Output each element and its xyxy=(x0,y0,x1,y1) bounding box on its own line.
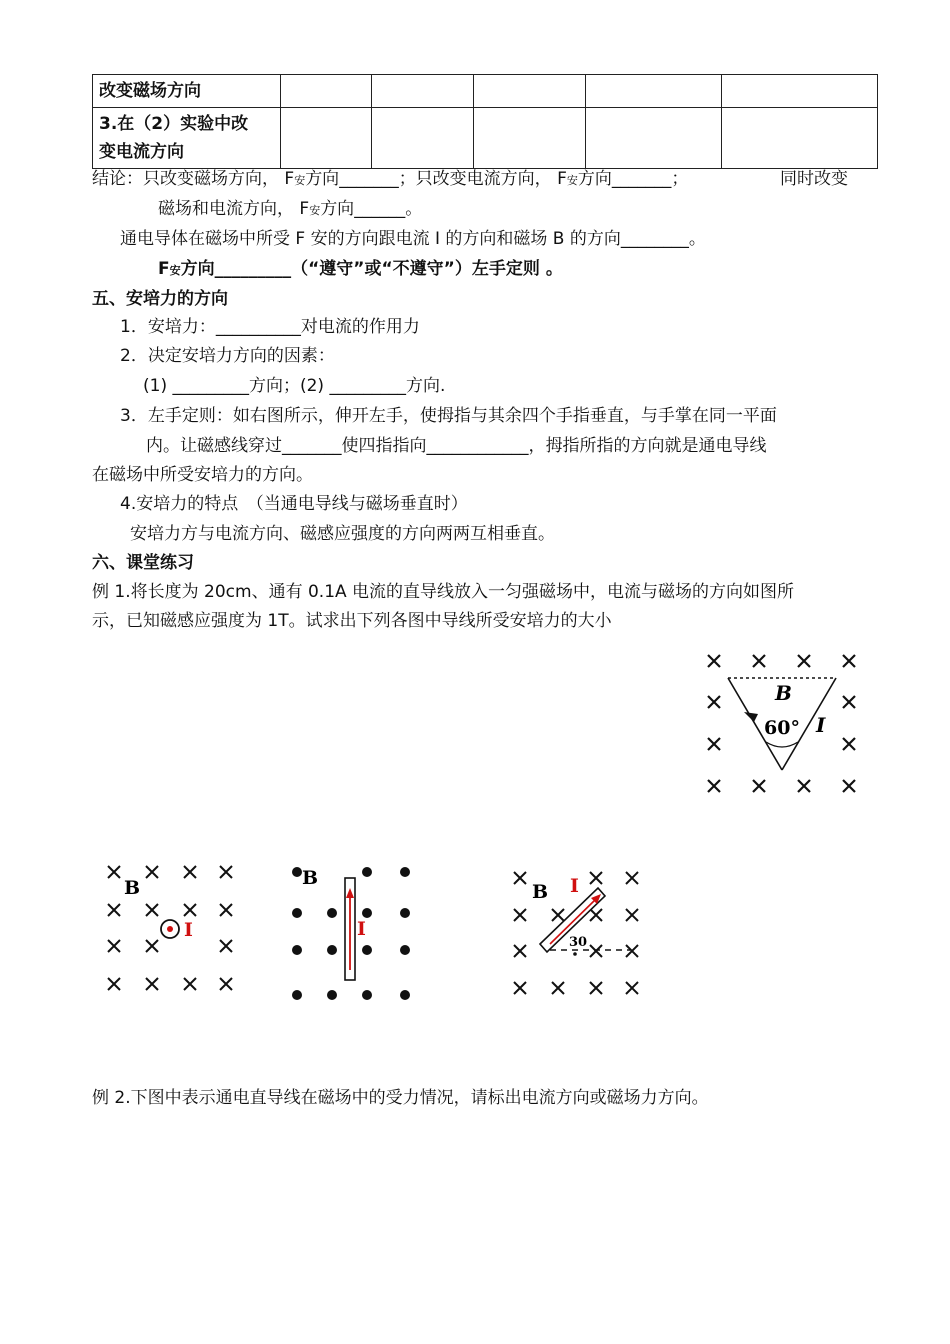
label-B: B xyxy=(532,881,549,903)
current-out-dot-icon xyxy=(167,926,173,932)
current-arrow-icon xyxy=(744,712,758,722)
table-cell xyxy=(722,108,878,169)
table-cell xyxy=(371,108,473,169)
angle-label: 30 xyxy=(569,935,588,950)
table-row xyxy=(93,75,878,108)
triangle-wire-figure xyxy=(696,648,868,800)
section5-item4-desc: 安培力方与电流方向、磁感应强度的方向两两互相垂直。 xyxy=(130,524,555,544)
example1-line2: 示，已知磁感应强度为 1T。试求出下列各图中导线所受安培力的大小 xyxy=(92,611,612,631)
conclusion-text: ； xyxy=(671,169,689,189)
label-B: B xyxy=(124,877,141,899)
conclusion-text: ；只改变电流方向， xyxy=(398,169,552,189)
table-row xyxy=(93,108,878,169)
table-cell xyxy=(280,108,371,169)
table-cell-label-line2: 变电流方向 xyxy=(99,142,184,162)
fill-blank: _______ xyxy=(339,169,399,189)
table-cell xyxy=(473,108,586,169)
section5-item3-line3: 在磁场中所受安培力的方向。 xyxy=(92,465,313,485)
force-subscript: 安 xyxy=(566,174,578,187)
figure-inclined-wire xyxy=(506,862,646,1000)
table-cell xyxy=(280,75,371,108)
direction-word: 方向 xyxy=(305,169,340,189)
force-symbol: F xyxy=(299,199,310,219)
table-cell xyxy=(371,75,473,108)
section5-item3-line1: 3．左手定则：如右图所示，伸开左手，使拇指与其余四个手指垂直，与手掌在同一平面 xyxy=(120,406,777,426)
section5-item2-sub: (1) _________方向；(2) _________方向. xyxy=(143,376,446,396)
label-I: I xyxy=(816,713,826,737)
conclusion-line4 xyxy=(158,258,563,282)
conclusion-text: 。 xyxy=(545,259,563,279)
conclusion-line1-end: 同时改变 xyxy=(780,169,848,189)
table-cell xyxy=(586,108,722,169)
angle-label: 60° xyxy=(764,717,800,739)
table-cell xyxy=(586,75,722,108)
fill-blank: ______ xyxy=(354,199,406,219)
table-cell xyxy=(722,75,878,108)
table-cell-label-line1: 3.在（2）实验中改 xyxy=(99,114,249,134)
conclusion-text: ）左手定则 xyxy=(454,259,540,279)
label-B: B xyxy=(775,681,792,705)
experiment-table xyxy=(92,74,878,169)
table-cell xyxy=(473,75,586,108)
force-subscript: 安 xyxy=(294,174,306,187)
section5-item2: 2．决定安培力方向的因素： xyxy=(120,346,335,366)
direction-word: 方向 xyxy=(320,199,355,219)
section5-item3-line2: 内。让磁感线穿过_______使四指指向____________，拇指所指的方向就是通电导线 xyxy=(146,436,767,456)
force-subscript: 安 xyxy=(169,264,181,277)
label-B: B xyxy=(302,867,319,889)
example2-text: 例 2.下图中表示通电直导线在磁场中的受力情况，请标出电流方向或磁场力方向。 xyxy=(92,1088,709,1108)
table-cell-label: 改变磁场方向 xyxy=(93,75,281,108)
example1-line1: 例 1.将长度为 20cm、通有 0.1A 电流的直导线放入一匀强磁场中，电流与磁场的方向如图所 xyxy=(92,582,795,602)
conclusion-text: 结论：只改变磁场方向， xyxy=(92,169,279,189)
table-cell-label xyxy=(93,108,281,169)
force-symbol: F xyxy=(557,169,567,189)
conclusion-line3: 通电导体在磁场中所受 F 安的方向跟电流 I 的方向和磁场 B 的方向________。 xyxy=(120,229,706,249)
section5-item1: 1．安培力：__________对电流的作用力 xyxy=(120,317,420,337)
conclusion-line2 xyxy=(158,198,422,222)
figure-current-out-of-page xyxy=(100,858,240,996)
conclusion-text: 方向_________（“遵守”或“不遵守” xyxy=(180,259,455,279)
fill-blank: _______ xyxy=(611,169,672,189)
pivot-point xyxy=(573,952,577,956)
figure-field-out-of-page xyxy=(285,860,415,1005)
direction-word: 方向 xyxy=(577,169,612,189)
conclusion-line1 xyxy=(92,168,688,192)
force-subscript: 安 xyxy=(309,204,321,217)
conclusion-text: 磁场和电流方向， xyxy=(158,199,294,219)
label-I: I xyxy=(357,918,366,940)
label-I: I xyxy=(184,919,193,941)
section5-item4: 4.安培力的特点 （当通电导线与磁场垂直时） xyxy=(120,494,468,514)
section6-title: 六、课堂练习 xyxy=(92,553,194,573)
conclusion-text: 。 xyxy=(405,199,423,219)
section5-title: 五、安培力的方向 xyxy=(92,289,228,309)
label-I: I xyxy=(570,875,579,897)
force-symbol: F xyxy=(284,169,295,189)
angle-arc xyxy=(766,742,798,747)
force-symbol: F xyxy=(158,259,170,279)
